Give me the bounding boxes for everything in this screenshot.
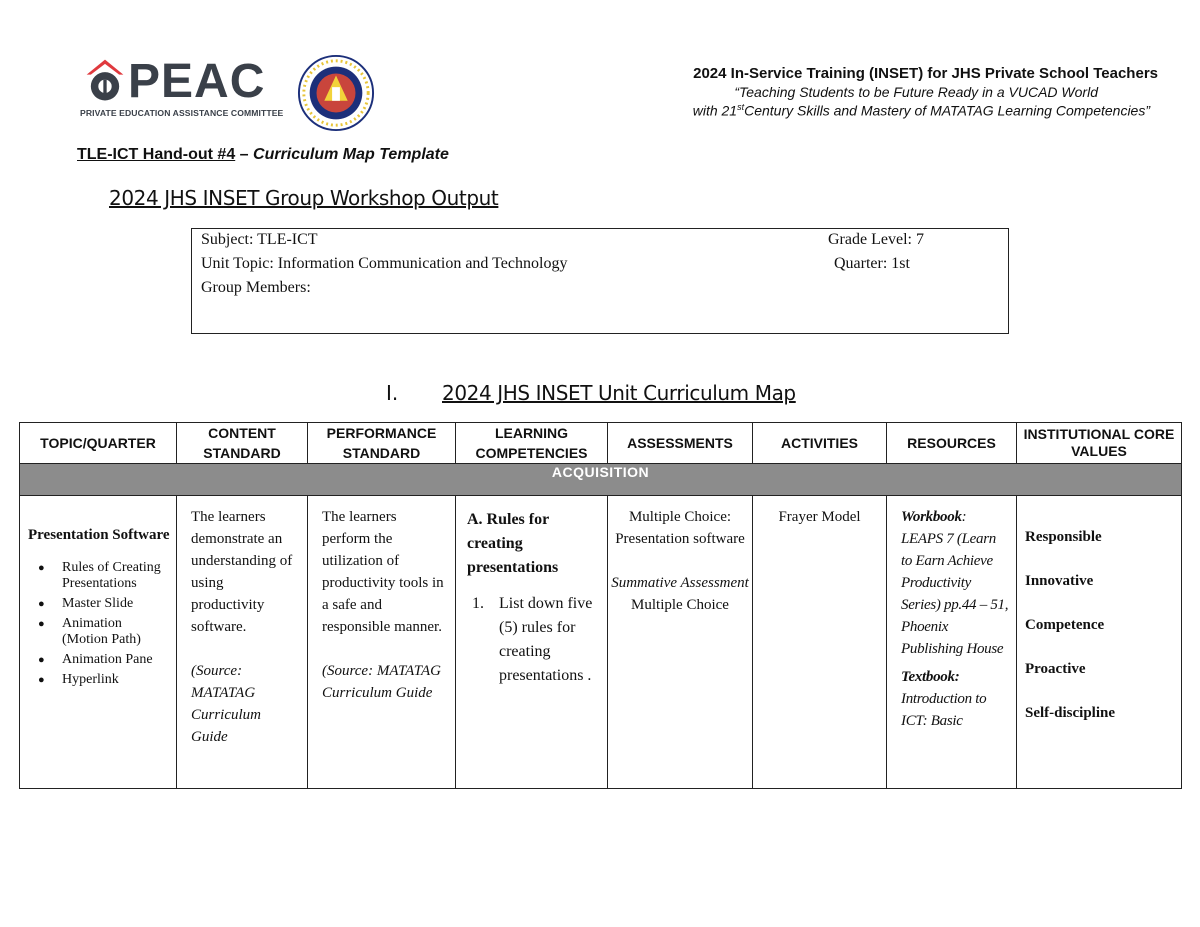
activity-text: Frayer Model <box>778 509 861 525</box>
map-title: 2024 JHS INSET Unit Curriculum Map <box>442 381 796 405</box>
peac-logo-icon <box>80 58 130 108</box>
core-values-cell <box>1017 496 1182 789</box>
assessment-formative: Multiple Choice: Presentation software <box>615 509 745 547</box>
content-source: (Source: MATATAG Curriculum Guide <box>191 663 262 745</box>
subject-label: Subject: TLE-ICT <box>201 231 318 248</box>
textbook-resource: Textbook: Introduction to ICT: Basic <box>901 669 987 729</box>
section-row <box>20 464 1182 496</box>
core-value: Proactive <box>1025 661 1086 677</box>
core-value: Responsible <box>1025 529 1102 545</box>
header-activities: ACTIVITIES <box>753 423 887 464</box>
performance-standard-cell <box>308 496 456 789</box>
content-standard-text: The learners demonstrate an understanding of using productivity software. <box>191 509 293 635</box>
topic-cell <box>20 496 177 789</box>
list-item: ● Animation (Motion Path) <box>38 616 141 647</box>
header-topic-quarter: TOPIC/QUARTER <box>20 423 177 464</box>
performance-standard-text: The learners perform the utilization of productivity tools in a safe and responsible manner. <box>322 509 444 635</box>
competency-item: 1. List down five (5) rules for creating presentations . <box>472 595 593 684</box>
info-box <box>191 228 1009 334</box>
curriculum-map-table <box>19 422 1182 789</box>
header-content-standard: CONTENT STANDARD <box>177 423 308 464</box>
assessment-summative-type: Multiple Choice <box>631 597 729 613</box>
competencies-cell <box>456 496 608 789</box>
header-resources: RESOURCES <box>887 423 1017 464</box>
header-assessments: ASSESSMENTS <box>608 423 753 464</box>
section-acquisition: ACQUISITION <box>20 464 1182 496</box>
core-value: Innovative <box>1025 573 1094 589</box>
resources-cell <box>887 496 1017 789</box>
topic-list <box>28 560 170 688</box>
activities-cell <box>753 496 887 789</box>
header-line-1: 2024 In-Service Training (INSET) for JHS Private School Teachers <box>693 65 1158 82</box>
table-header-row <box>20 423 1182 464</box>
list-item: ● Master Slide <box>38 596 134 611</box>
workbook-resource: Workbook: LEAPS 7 (Learn to Earn Achieve Productivity Series) pp.44 – 51, Phoenix Publishing House <box>901 509 1009 657</box>
competency-heading: A. Rules for creating presentations <box>467 511 559 576</box>
quarter-label: Quarter: 1st <box>834 255 910 272</box>
header-line-3: with 21stCentury Skills and Mastery of MATATAG Learning Competencies” <box>692 102 1150 119</box>
deped-seal-icon <box>296 54 376 132</box>
list-item: ● Hyperlink <box>38 672 119 687</box>
assessments-cell <box>608 496 753 789</box>
table-row <box>20 496 1182 789</box>
header-learning-competencies: LEARNING COMPETENCIES <box>456 423 608 464</box>
peac-logo-subtext: PRIVATE EDUCATION ASSISTANCE COMMITTEE <box>80 108 284 118</box>
list-item: ● Animation Pane <box>38 652 153 667</box>
grade-level-label: Grade Level: 7 <box>828 231 924 248</box>
header-performance-standard: PERFORMANCE STANDARD <box>308 423 456 464</box>
topic-title: Presentation Software <box>28 527 170 543</box>
group-members-label: Group Members: <box>201 279 311 296</box>
content-standard-cell <box>177 496 308 789</box>
core-value: Competence <box>1025 617 1105 633</box>
peac-logo-text: PEAC <box>128 55 266 108</box>
header-line-2: “Teaching Students to be Future Ready in a VUCAD World <box>734 84 1098 100</box>
core-value: Self-discipline <box>1025 705 1116 721</box>
handout-title: TLE-ICT Hand-out #4 – Curriculum Map Template <box>77 146 449 163</box>
list-item: ● Rules of Creating Presentations <box>38 560 161 591</box>
map-section-number: I. <box>386 381 399 405</box>
workshop-title: 2024 JHS INSET Group Workshop Output <box>109 186 499 210</box>
unit-topic-label: Unit Topic: Information Communication and Technology <box>201 255 568 272</box>
header-core-values: INSTITUTIONAL CORE VALUES <box>1017 423 1182 464</box>
performance-source: (Source: MATATAG Curriculum Guide <box>322 663 441 701</box>
assessment-summative: Summative Assessment <box>611 575 749 591</box>
